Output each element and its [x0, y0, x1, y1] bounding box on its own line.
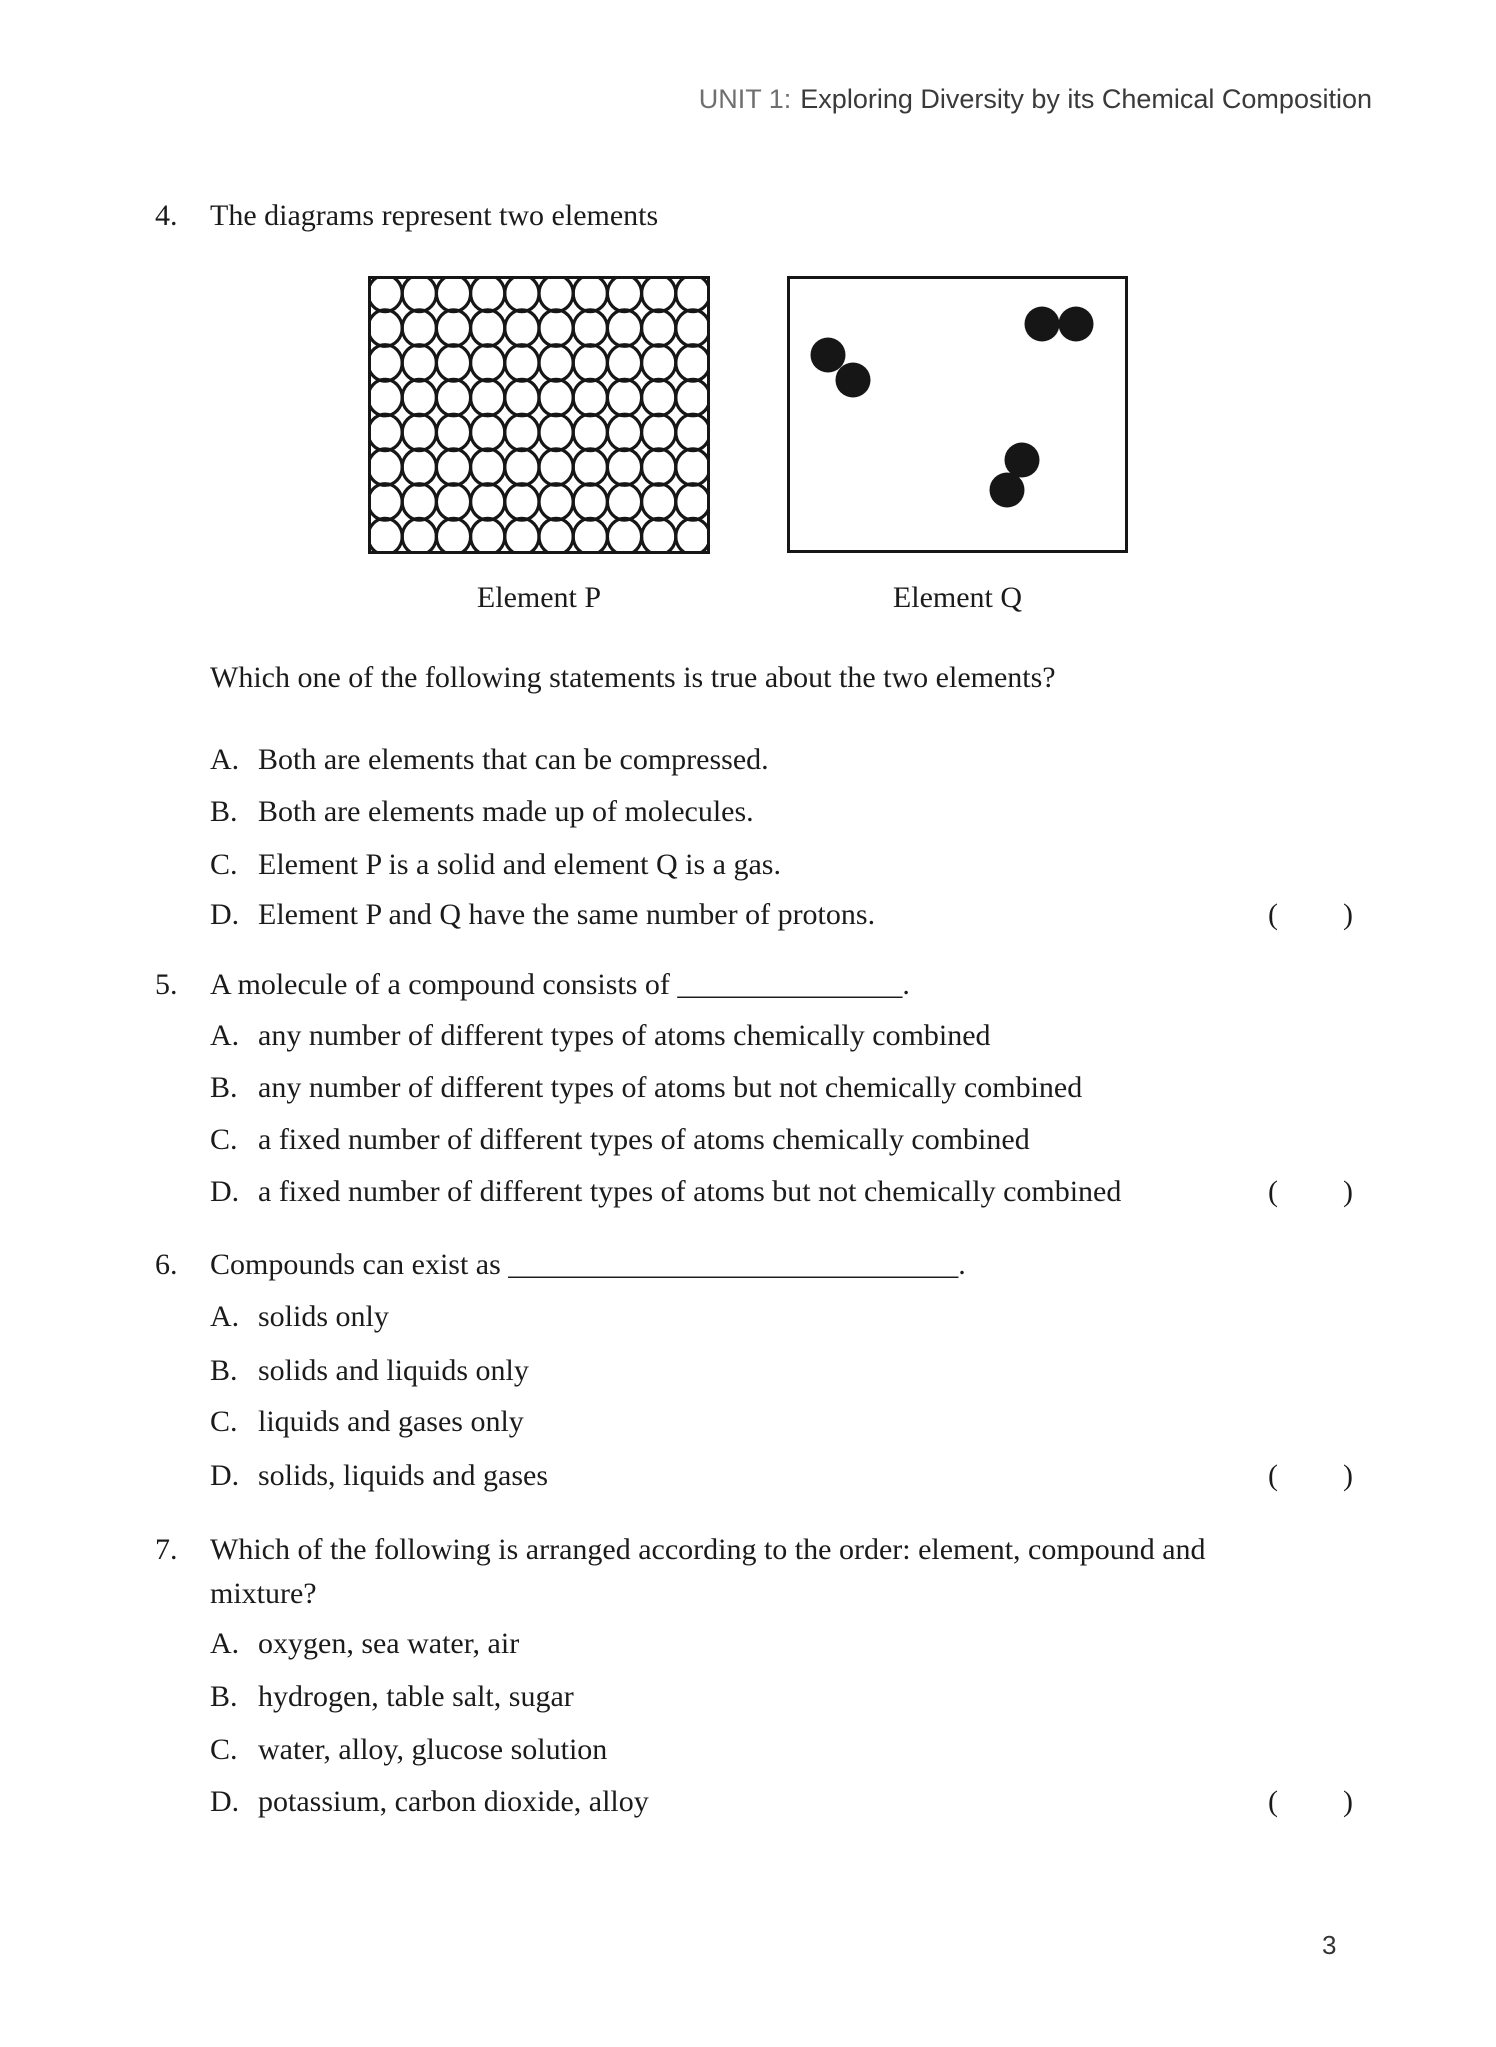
atom-circle: [607, 379, 641, 415]
atom-circle: [402, 310, 436, 346]
molecule-atom-dot: [1005, 443, 1040, 478]
answer-bracket-open: (: [1268, 1175, 1278, 1208]
atom-circle: [471, 484, 505, 520]
option-letter: B.: [210, 795, 238, 828]
option-row: [0, 1456, 1496, 1496]
molecule-atom-dot: [1059, 307, 1094, 342]
atom-circle: [402, 379, 436, 415]
atom-circle: [642, 414, 676, 450]
atom-circle: [368, 414, 402, 450]
atom-circle: [676, 414, 710, 450]
option-letter: D.: [210, 1175, 240, 1208]
question-stem-row: [0, 965, 1496, 1005]
atom-circle: [676, 379, 710, 415]
option-text: solids, liquids and gases: [258, 1459, 548, 1492]
atom-circle: [471, 310, 505, 346]
header-title: Exploring Diversity by its Chemical Composition: [800, 84, 1372, 114]
atom-circle: [368, 518, 402, 554]
atom-circle: [573, 276, 607, 312]
atom-circle: [539, 379, 573, 415]
answer-bracket-open: (: [1268, 1459, 1278, 1492]
atom-circle: [642, 449, 676, 485]
atom-circle: [642, 379, 676, 415]
question-number: 6.: [155, 1248, 178, 1281]
atom-circle: [539, 310, 573, 346]
atom-circle: [471, 379, 505, 415]
atom-circle: [505, 310, 539, 346]
option-text: solids and liquids only: [258, 1354, 529, 1387]
answer-bracket-close: ): [1343, 1459, 1353, 1492]
atom-circle: [505, 449, 539, 485]
option-text: Both are elements made up of molecules.: [258, 795, 754, 828]
page-number: 3: [1322, 1930, 1337, 1960]
atom-circle: [436, 414, 470, 450]
option-row: [0, 1730, 1496, 1770]
atom-circle: [436, 379, 470, 415]
atom-circle: [368, 379, 402, 415]
option-letter: C.: [210, 1123, 238, 1156]
atom-circle: [642, 310, 676, 346]
option-text: Both are elements that can be compressed.: [258, 743, 769, 776]
unit-label: UNIT 1:: [698, 84, 792, 114]
option-letter: A.: [210, 1627, 240, 1660]
atom-circle: [642, 484, 676, 520]
option-letter: A.: [210, 1019, 240, 1052]
figure-labels-row: [0, 578, 1496, 618]
atom-circle: [607, 310, 641, 346]
atom-circle: [539, 414, 573, 450]
option-letter: D.: [210, 898, 240, 931]
option-text: a fixed number of different types of atoms chemically combined: [258, 1123, 1030, 1156]
answer-bracket-close: ): [1343, 1785, 1353, 1818]
answer-bracket-close: ): [1343, 1175, 1353, 1208]
option-row: [0, 740, 1496, 780]
element-p-diagram: [368, 276, 710, 554]
question-stem-text: mixture?: [210, 1577, 317, 1610]
page-header: [699, 84, 1372, 115]
option-row: [0, 1297, 1496, 1337]
atom-circle: [573, 379, 607, 415]
option-row: [0, 1068, 1496, 1108]
question-number: 5.: [155, 968, 178, 1001]
question-stem-row: [0, 1530, 1496, 1570]
molecule-atom-dot: [1025, 307, 1060, 342]
option-letter: A.: [210, 743, 240, 776]
option-row: [0, 1782, 1496, 1822]
atom-circle: [436, 345, 470, 381]
atom-circle: [539, 518, 573, 554]
atom-circle: [471, 345, 505, 381]
element-q-diagram: [787, 276, 1128, 553]
option-text: oxygen, sea water, air: [258, 1627, 520, 1660]
atom-circle: [573, 414, 607, 450]
molecule-atom-dot: [811, 338, 846, 373]
atom-circle: [471, 414, 505, 450]
atom-circle: [436, 484, 470, 520]
atom-circle: [642, 518, 676, 554]
option-row: [0, 1624, 1496, 1664]
atom-circle: [676, 484, 710, 520]
option-row: [0, 845, 1496, 885]
option-letter: D.: [210, 1459, 240, 1492]
atom-circle: [368, 310, 402, 346]
option-letter: C.: [210, 848, 238, 881]
atom-circle: [368, 276, 402, 312]
atom-circle: [539, 449, 573, 485]
atom-circle: [368, 345, 402, 381]
option-text: hydrogen, table salt, sugar: [258, 1680, 574, 1713]
atom-circle: [676, 345, 710, 381]
atom-circle: [607, 518, 641, 554]
option-row: [0, 1402, 1496, 1442]
option-row: [0, 895, 1496, 935]
atom-circle: [471, 276, 505, 312]
option-text: potassium, carbon dioxide, alloy: [258, 1785, 649, 1818]
option-row: [0, 1677, 1496, 1717]
option-text: any number of different types of atoms but not chemically combined: [258, 1071, 1083, 1104]
atom-circle: [642, 345, 676, 381]
option-text: Element P is a solid and element Q is a gas.: [258, 848, 781, 881]
atom-circle: [505, 484, 539, 520]
answer-bracket-close: ): [1343, 898, 1353, 931]
atom-circle: [676, 310, 710, 346]
atom-circle: [436, 449, 470, 485]
atom-circle: [607, 484, 641, 520]
atom-circle: [402, 449, 436, 485]
atom-circle: [539, 345, 573, 381]
atom-circle: [573, 310, 607, 346]
option-text: Element P and Q have the same number of protons.: [258, 898, 876, 931]
answer-bracket-open: (: [1268, 1785, 1278, 1818]
atom-circle: [607, 414, 641, 450]
question-stem-text: Compounds can exist as ______________________________.: [210, 1248, 966, 1281]
atom-circle: [505, 518, 539, 554]
option-letter: D.: [210, 1785, 240, 1818]
atom-circle: [505, 276, 539, 312]
atom-circle: [676, 276, 710, 312]
atom-circle: [402, 518, 436, 554]
element-q-label: Element Q: [892, 581, 1023, 614]
atom-circle: [368, 449, 402, 485]
atom-circle: [607, 276, 641, 312]
answer-bracket-open: (: [1268, 898, 1278, 931]
question-intro-text: The diagrams represent two elements: [210, 199, 659, 232]
option-row: [0, 1351, 1496, 1391]
atom-circle: [676, 518, 710, 554]
option-text: solids only: [258, 1300, 389, 1333]
atom-circle: [539, 276, 573, 312]
option-row: [0, 792, 1496, 832]
question-stem-text: A molecule of a compound consists of _______________.: [210, 968, 910, 1001]
atom-circle: [471, 449, 505, 485]
option-row: [0, 1016, 1496, 1056]
atom-circle: [573, 345, 607, 381]
atom-circle: [436, 276, 470, 312]
option-letter: C.: [210, 1405, 238, 1438]
question-stem-row: [0, 1574, 1496, 1614]
atom-circle: [539, 484, 573, 520]
atom-circle: [573, 449, 607, 485]
atom-circle: [676, 449, 710, 485]
option-row: [0, 1172, 1496, 1212]
atom-circle: [471, 518, 505, 554]
question-stem-text: Which of the following is arranged according to the order: element, compound and: [210, 1533, 1206, 1566]
option-letter: A.: [210, 1300, 240, 1333]
option-text: liquids and gases only: [258, 1405, 524, 1438]
option-letter: B.: [210, 1071, 238, 1104]
question-number: 4.: [155, 199, 178, 232]
atom-circle: [402, 484, 436, 520]
option-letter: B.: [210, 1680, 238, 1713]
question-number: 7.: [155, 1533, 178, 1566]
atom-circle: [505, 414, 539, 450]
atom-circle: [642, 276, 676, 312]
option-text: a fixed number of different types of atoms but not chemically combined: [258, 1175, 1122, 1208]
atom-circle: [573, 484, 607, 520]
atom-circle: [607, 449, 641, 485]
element-q-figure: [787, 276, 1128, 558]
molecule-atom-dot: [990, 473, 1025, 508]
option-row: [0, 1120, 1496, 1160]
question-intro-row: [0, 196, 1496, 236]
element-p-figure: [368, 276, 710, 559]
option-text: water, alloy, glucose solution: [258, 1733, 608, 1766]
question-stem-text: Which one of the following statements is true about the two elements?: [210, 661, 1056, 694]
atom-circle: [368, 484, 402, 520]
question-stem-row: [0, 1245, 1496, 1285]
option-letter: B.: [210, 1354, 238, 1387]
atom-circle: [436, 518, 470, 554]
atom-circle: [402, 276, 436, 312]
atom-circle: [505, 379, 539, 415]
option-text: any number of different types of atoms chemically combined: [258, 1019, 991, 1052]
atom-circle: [402, 345, 436, 381]
atom-circle: [607, 345, 641, 381]
atom-circle: [505, 345, 539, 381]
option-letter: C.: [210, 1733, 238, 1766]
atom-circle: [573, 518, 607, 554]
element-p-label: Element P: [476, 581, 602, 614]
atom-circle: [402, 414, 436, 450]
question-stem-row: [0, 658, 1496, 698]
molecule-atom-dot: [836, 363, 871, 398]
atom-circle: [436, 310, 470, 346]
